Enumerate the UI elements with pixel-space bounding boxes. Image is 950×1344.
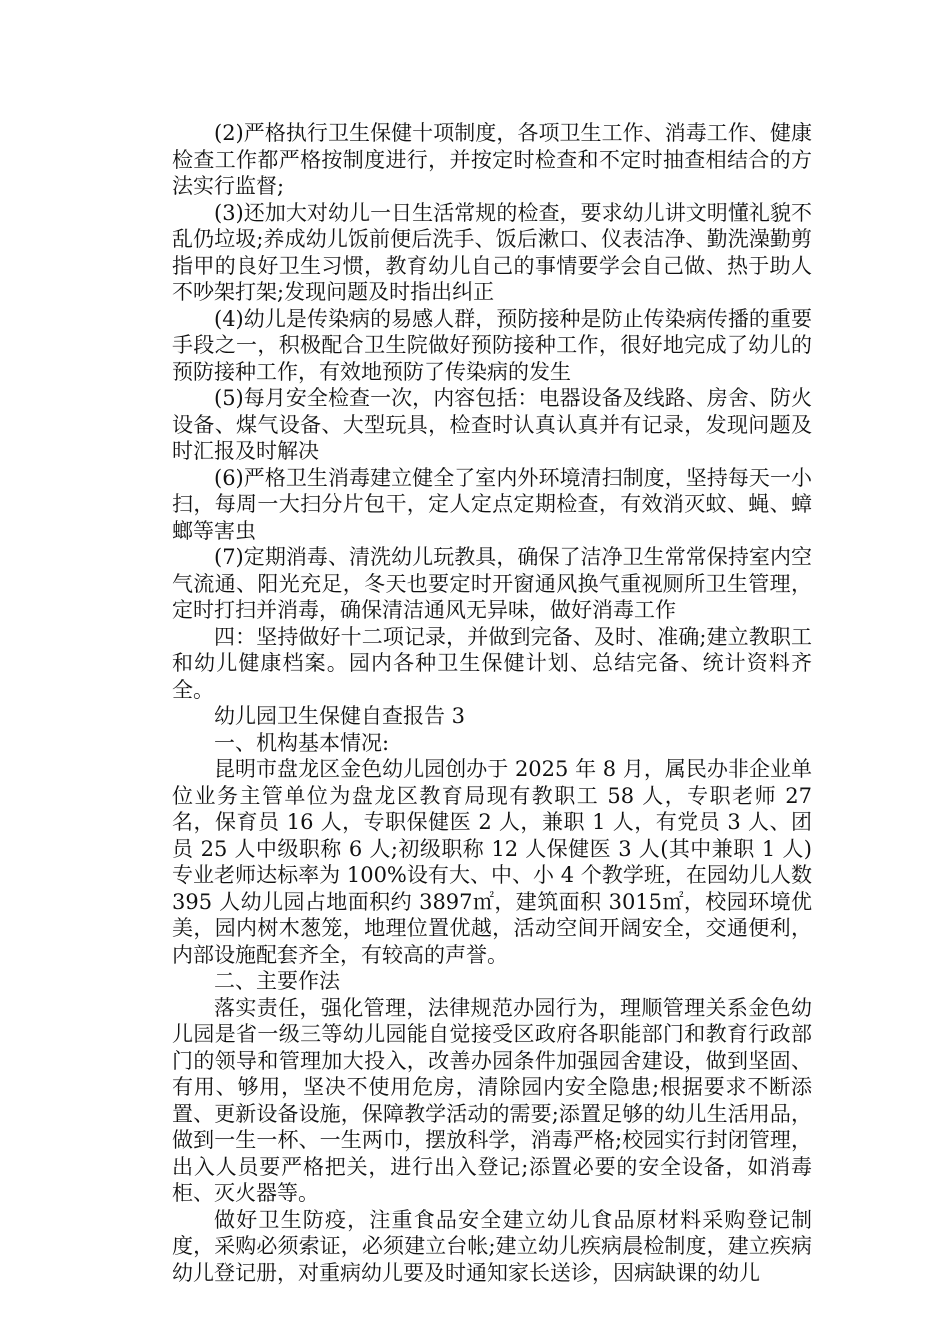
- report-title: 幼儿园卫生保健自查报告 3: [214, 704, 466, 728]
- practices-paragraph-2: 做好卫生防疫，注重食品安全建立幼儿食品原材料采购登记制度，采购必须索证，必须建立台帐;建立幼儿疾病晨检制度，建立疾病幼儿登记册，对重病幼儿要及时通知家长送诊，因病缺课的幼儿: [172, 1207, 812, 1285]
- section-four-paragraph: 四：坚持做好十二项记录，并做到完备、及时、准确;建立教职工和幼儿健康档案。园内各种卫生保健计划、总结完备、统计资料齐全。: [172, 624, 812, 702]
- basic-info-paragraph: 昆明市盘龙区金色幼儿园创办于 2025 年 8 月，属民办非企业单位业务主管单位为盘龙区教育局现有教职工 58 人，专职老师 27 名，保育员 16 人，专职保健医 2 人，兼职 1 人，有党员 3 人、团员 25 人中级职称 6 人;初级职称 12 人保健医 3 人(其中兼职 1 人)专业老师达标率为 100%设有大、中、小 4 个教学班，在园幼儿人数 395 人幼儿园占地面积约 3897㎡，建筑面积 3015㎡，校园环境优美，园内树木葱笼，地理位置优越，活动空间开阔安全，交通便利，内部设施配套齐全，有较高的声誉。: [172, 757, 812, 967]
- paragraph-item-3: (3)还加大对幼儿一日生活常规的检查，要求幼儿讲文明懂礼貌不乱仍垃圾;养成幼儿饭前便后洗手、饭后漱口、仪表洁净、勤洗澡勤剪指甲的良好卫生习惯，教育幼儿自己的事情要学会自己做、热于助人不吵架打架;发现问题及时指出纠正: [172, 200, 812, 304]
- section-heading-main-practices: 二、主要作法: [214, 969, 340, 993]
- section-heading-basic-info: 一、机构基本情况:: [214, 730, 390, 755]
- paragraph-item-2: (2)严格执行卫生保健十项制度，各项卫生工作、消毒工作、健康检查工作都严格按制度进行，并按定时检查和不定时抽查相结合的方法实行监督;: [172, 121, 812, 198]
- practices-paragraph-1: 落实责任，强化管理，法律规范办园行为，理顺管理关系金色幼儿园是省一级三等幼儿园能自觉接受区政府各职能部门和教育行政部门的领导和管理加大投入，改善办园条件加强园舍建设，做到坚固、有用、够用，坚决不使用危房，清除园内安全隐患;根据要求不断添置、更新设备设施，保障教学活动的需要;添置足够的幼儿生活用品，做到一生一杯、一生两巾，摆放科学，消毒严格;校园实行封闭管理，出入人员要严格把关，进行出入登记;添置必要的安全设备，如消毒柜、灭火器等。: [172, 995, 812, 1205]
- document-body: [172, 120, 812, 1286]
- paragraph-item-6: (6)严格卫生消毒建立健全了室内外环境清扫制度，坚持每天一小扫，每周一大扫分片包干，定人定点定期检查，有效消灭蚊、蝇、蟑螂等害虫: [172, 465, 812, 543]
- paragraph-item-7: (7)定期消毒、清洗幼儿玩教具，确保了洁净卫生常常保持室内空气流通、阳光充足，冬天也要定时开窗通风换气重视厕所卫生管理，定时打扫并消毒，确保清洁通风无异味，做好消毒工作: [172, 545, 812, 622]
- paragraph-item-4: (4)幼儿是传染病的易感人群，预防接种是防止传染病传播的重要手段之一，积极配合卫生院做好预防接种工作，很好地完成了幼儿的预防接种工作，有效地预防了传染病的发生: [172, 306, 812, 384]
- paragraph-item-5: (5)每月安全检查一次，内容包括：电器设备及线路、房舍、防火设备、煤气设备、大型玩具，检查时认真认真并有记录，发现问题及时汇报及时解决: [172, 386, 812, 463]
